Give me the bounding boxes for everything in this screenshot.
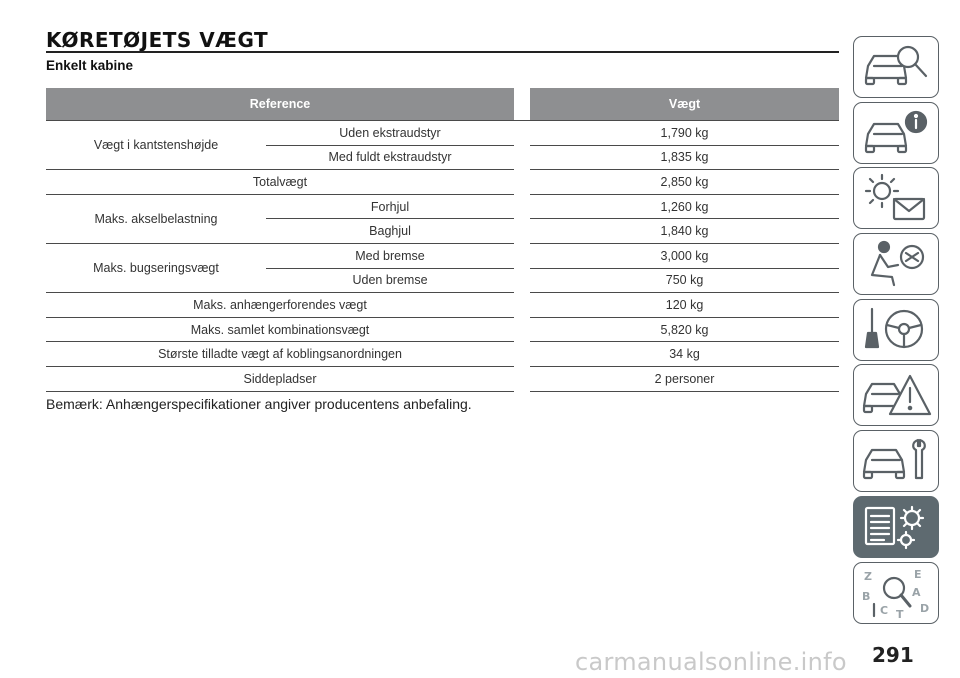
table-row (46, 366, 839, 391)
title-rule (46, 51, 839, 53)
nav-tab-technical-data[interactable] (853, 496, 939, 558)
nav-tab-index[interactable] (853, 562, 939, 624)
key-steering-wheel-icon (858, 303, 934, 357)
row-value: 120 kg (530, 293, 839, 318)
car-wrench-icon (858, 434, 934, 488)
row-sub-label: Med bremse (266, 243, 514, 268)
car-search-icon (858, 40, 934, 94)
row-value: 2 personer (530, 366, 839, 391)
index-letter: A (912, 585, 921, 599)
table-row (46, 121, 839, 146)
row-sub-label: Baghjul (266, 219, 514, 244)
index-letter: Z (864, 569, 872, 583)
row-value: 1,835 kg (530, 145, 839, 170)
nav-tab-maintenance[interactable] (853, 430, 939, 492)
watermark: carmanualsonline.info (575, 648, 847, 676)
table-row (46, 293, 839, 318)
table-row (46, 243, 839, 268)
row-value: 1,260 kg (530, 194, 839, 219)
row-value: 750 kg (530, 268, 839, 293)
nav-tab-emergency[interactable] (853, 364, 939, 426)
row-value: 1,840 kg (530, 219, 839, 244)
header-reference: Reference (46, 88, 514, 121)
row-sub-label: Uden ekstraudstyr (266, 121, 514, 146)
warning-light-message-icon (858, 171, 934, 225)
vehicle-weight-table (46, 88, 839, 392)
row-sub-label: Uden bremse (266, 268, 514, 293)
table-header-row (46, 88, 839, 121)
row-value: 5,820 kg (530, 317, 839, 342)
index-letter: C (880, 603, 889, 617)
specs-gears-icon (858, 500, 934, 554)
row-group-label: Maks. akselbelastning (46, 194, 266, 243)
table-row (46, 194, 839, 219)
row-label: Totalvægt (46, 170, 514, 195)
row-group-label: Maks. bugseringsvægt (46, 243, 266, 292)
index-letter: T (896, 607, 904, 620)
index-letter: E (914, 567, 922, 581)
row-label: Maks. samlet kombinationsvægt (46, 317, 514, 342)
row-value: 2,850 kg (530, 170, 839, 195)
alphabet-index-search-icon (858, 566, 934, 620)
footnote: Bemærk: Anhængerspecifikationer angiver producentens anbefaling. (46, 396, 472, 412)
row-value: 34 kg (530, 342, 839, 367)
car-warning-triangle-icon (858, 368, 934, 422)
row-label: Største tilladte vægt af koblingsanordningen (46, 342, 514, 367)
table-row (46, 317, 839, 342)
table-row (46, 342, 839, 367)
nav-tab-dashboard[interactable] (853, 102, 939, 164)
row-label: Maks. anhængerforendes vægt (46, 293, 514, 318)
nav-tab-safety-lights[interactable] (853, 167, 939, 229)
page-number: 291 (872, 643, 914, 667)
row-sub-label: Med fuldt ekstraudstyr (266, 145, 514, 170)
index-letter: D (920, 601, 930, 615)
row-label: Siddepladser (46, 366, 514, 391)
header-value: Vægt (530, 88, 839, 121)
index-letter: B (862, 589, 871, 603)
table-row (46, 170, 839, 195)
page-title: KØRETØJETS VÆGT (46, 28, 269, 52)
row-group-label: Vægt i kantstenshøjde (46, 121, 266, 170)
section-subtitle: Enkelt kabine (46, 58, 134, 73)
row-sub-label: Forhjul (266, 194, 514, 219)
row-value: 1,790 kg (530, 121, 839, 146)
nav-tab-starting-driving[interactable] (853, 299, 939, 361)
row-value: 3,000 kg (530, 243, 839, 268)
nav-tab-get-to-know[interactable] (853, 36, 939, 98)
header-gap (514, 88, 530, 121)
nav-tab-safety[interactable] (853, 233, 939, 295)
car-info-icon (858, 106, 934, 160)
seat-airbag-icon (858, 237, 934, 291)
chapter-side-nav (853, 36, 939, 627)
